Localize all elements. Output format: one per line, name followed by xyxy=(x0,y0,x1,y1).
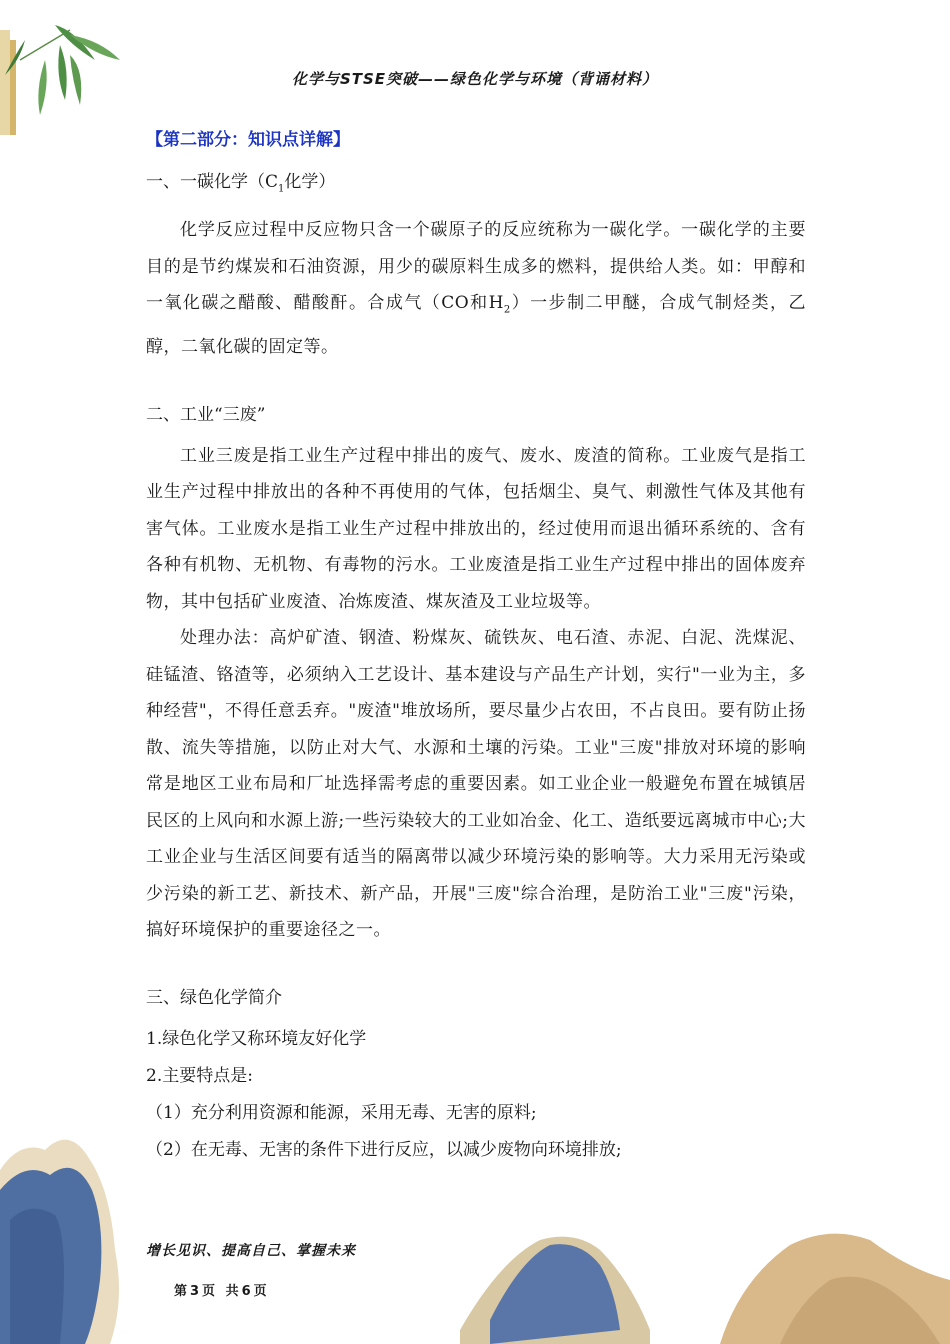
section-2-paragraph-1: 工业三废是指工业生产过程中排出的废气、废水、废渣的简称。工业废气是指工业生产过程中排放出的各种不再使用的气体，包括烟尘、臭气、刺激性气体及其他有害气体。工业废水是指工业生产过程中排放出的，经过使用而退出循环系统的、含有各种有机物、无机物、有毒物的污水。工业废渣是指工业生产过程中排出的固体废弃物，其中包括矿业废渣、冶炼废渣、煤灰渣及工业垃圾等。 xyxy=(146,445,806,612)
header-title: 化学与STSE突破——绿色化学与环境（背诵材料） xyxy=(291,70,659,88)
page-number: 第3页 共6页 xyxy=(174,1284,270,1299)
list-item: 2.主要特点是: xyxy=(146,1065,253,1086)
section-heading-1: 一、一碳化学（$C_1$化学） xyxy=(146,172,336,195)
footer-motto: 增长见识、提高自己、掌握未来 xyxy=(146,1243,356,1259)
section-1-paragraph: 化学反应过程中反应物只含一个碳原子的反应统称为一碳化学。一碳化学的主要目的是节约煤炭和石油资源，用少的碳原料生成多的燃料，提供给人类。如：甲醇和一氧化碳之醋酸、醋酸酐。合成气（CO和$H_2$）一步制二甲醚，合成气制烃类，乙醇，二氧化碳的固定等。 xyxy=(146,220,807,358)
list-item: （1）充分利用资源和能源，采用无毒、无害的原料; xyxy=(146,1102,537,1123)
list-item: 1.绿色化学又称环境友好化学 xyxy=(146,1028,367,1049)
section-heading-2: 二、工业“三废” xyxy=(146,404,266,425)
section-heading-3: 三、绿色化学简介 xyxy=(146,987,282,1008)
list-item: （2）在无毒、无害的条件下进行反应，以减少废物向环境排放; xyxy=(146,1139,622,1160)
section-label: 【第二部分：知识点详解】 xyxy=(146,130,350,150)
document-body xyxy=(146,125,806,1169)
section-2-paragraph-2: 处理办法：高炉矿渣、钢渣、粉煤灰、硫铁灰、电石渣、赤泥、白泥、洗煤泥、硅锰渣、铬渣等，必须纳入工艺设计、基本建设与产品生产计划，实行"一业为主，多种经营"，不得任意丢弃。"废渣"堆放场所，要尽量少占农田，不占良田。要有防止扬散、流失等措施，以防止对大气、水源和土壤的污染。工业"三废"排放对环境的影响常是地区工业布局和厂址选择需考虑的重要因素。如工业企业一般避免布置在城镇居民区的上风向和水源上游;一些污染较大的工业如冶金、化工、造纸要远离城市中心;大工业企业与生活区间要有适当的隔离带以减少环境污染的影响等。大力采用无污染或少污染的新工艺、新技术、新产品，开展"三废"综合治理，是防治工业"三废"污染，搞好环境保护的重要途径之一。 xyxy=(146,628,806,941)
